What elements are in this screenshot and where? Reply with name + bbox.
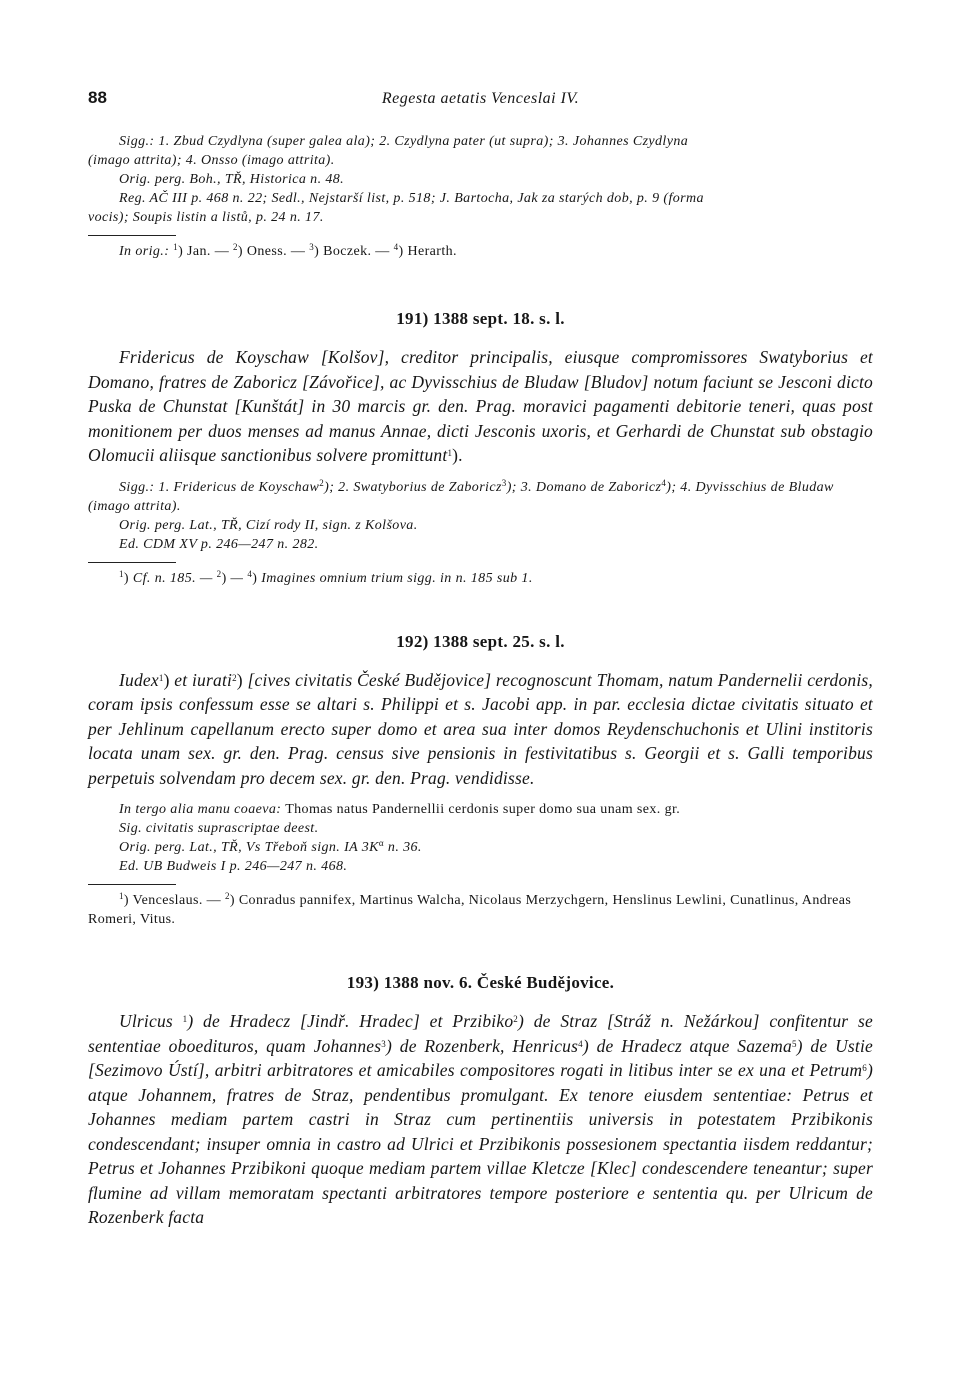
prev-entry-sigillography — [88, 132, 873, 227]
entry-heading-191: 191) 1388 sept. 18. s. l. — [396, 309, 565, 328]
orig-line: Orig. perg. Lat., TŘ, Vs Třeboň sign. IA $3K^\alpha$ n. 36. — [119, 838, 422, 855]
orig-line: Orig. perg. Lat., TŘ, Cizí rody II, sign. z Kolšova. — [119, 517, 418, 533]
orig-line: Orig. perg. Boh., TŘ, Historica n. 48. — [119, 172, 345, 187]
reg-line: vocis); Soupis listin a listů, p. 24 n. 17. — [88, 210, 324, 225]
entry-191-apparatus — [88, 478, 873, 554]
sigg-line: Sigg.: 1. Fridericus de Koyschaw$^2$); 2. Swatyborius de Zaboricz$^3$); 3. Domano de Zaboricz$^4$); 4. Dyvisschius de Bludaw (imago attrita). — [88, 477, 834, 514]
prev-entry-footnote: In orig.: $^1$) Jan. — $^2$) Oness. — $^3$) Boczek. — $^4$) Herarth. — [119, 242, 457, 259]
entry-body-191: Fridericus de Koyschaw [Kolšov], creditor principalis, eiusque compromissores Swatyborius et Domano, fratres de Zaboricz [Závořice], ac Dyvisschius de Bludaw [Bludov] notum faciunt se Jesconi dicto Puska de Chunstat [Kunštát] in 30 marcis gr. den. Prag. moravici pagamenti debitorie teneri, quas post monitionem per duos menses ad manus Annae, dicti Jesconis uxoris, et Gerhardi de Chunstat sub obstagio Olomucii aliisque sanctionibus solvere promittunt$^1$). — [88, 347, 873, 465]
running-title: Regesta aetatis Venceslai IV. — [381, 90, 580, 107]
entry-191-footnote: $^1$) Cf. n. 185. — $^2$) — $^4$) Imagines omnium trium sigg. in n. 185 sub 1. — [119, 568, 533, 586]
sigg-line: Sigg.: 1. Zbud Czydlyna (super galea ala); 2. Czydlyna pater (ut supra); 3. Johannes Czydlyna — [119, 134, 689, 149]
entry-192-footnote: $^1$) Venceslaus. — $^2$) Conradus pannifex, Martinus Walcha, Nicolaus Merzychgern, Henslinus Lewlini, Cunatlinus, Andreas Romeri, Vitus. — [88, 891, 852, 927]
footnote-separator — [88, 884, 176, 885]
page-header — [88, 84, 873, 120]
reg-line: Reg. AČ III p. 468 n. 22; Sedl., Nejstarší list, p. 518; J. Bartocha, Jak za starých dob, p. 9 (forma — [119, 191, 704, 206]
document-page — [88, 84, 873, 1230]
entry-body-192: Iudex$^1$) et iurati$^2$) [cives civitatis České Budějovice] recognoscunt Thomam, natum Pandernelii cerdonis, coram ipsis confessum esse se altari s. Philippi et s. Jacobi app. in par. ecclesia dictae civitatis situato et per Jehlinum capellanum erecto super domo et area sua inter domos Reydenschuchonis et Ulini institoris locata unam sex. gr. den. Prag. census sive pensionis in festivitatibus s. Georgii et s. Galli temporibus perpetuis solvendam pro decem sex. gr. den. Prag. vendidisse. — [88, 669, 873, 788]
entry-192-apparatus — [88, 800, 873, 876]
footnote-separator — [88, 562, 176, 563]
footnote-prefix: In orig.: — [119, 244, 170, 259]
entry-heading-192: 192) 1388 sept. 25. s. l. — [396, 631, 565, 651]
footnote-separator — [88, 235, 176, 236]
sig-line: Sig. civitatis suprascriptae deest. — [119, 821, 319, 836]
entry-heading-193: 193) 1388 nov. 6. České Budějovice. — [346, 973, 615, 992]
page-number: 88 — [88, 88, 107, 107]
tergo-line: In tergo alia manu coaeva: Thomas natus Pandernellii cerdonis super domo sua unam sex. gr. — [119, 802, 681, 817]
ed-line: Ed. CDM XV p. 246—247 n. 282. — [119, 536, 319, 552]
sigg-line: (imago attrita); 4. Onsso (imago attrita). — [88, 153, 335, 168]
ed-line: Ed. UB Budweis I p. 246—247 n. 468. — [119, 859, 348, 874]
entry-body-193: Ulricus $^1$) de Hradecz [Jindř. Hradec] et Przibiko$^2$) de Straz [Stráž n. Nežárkou] confitentur se sententiae oboedituros, quam Johannes$^3$) de Rozenberk, Henricus$^4$) de Hradecz atque Sazema$^5$) de Ustie [Sezimovo Ústí], arbitri arbitratores et amicabiles compositores rogati in litibus inter se ex una et Petrum$^6$) atque Johannem, fratres de Straz, pendentibus promulgant. Ex tenore eiusdem sententiae: Petrus et Johannes mediam partem castri in Straz cum pertinentiis universis in potestatem Przibikonis condescendant; insuper omnia in castro ad Ulrici et Przibikonis possesionem spectantia iisdem reddantur; Petrus et Johannes Przibikoni quoque mediam partem villae Kletcze [Klec] condescendere teneantur; super flumine ad villam memoratam spectanti arbitratores tempore posteriore e sententia qu. per Ulricum de Rozenberk facta — [88, 1011, 874, 1227]
